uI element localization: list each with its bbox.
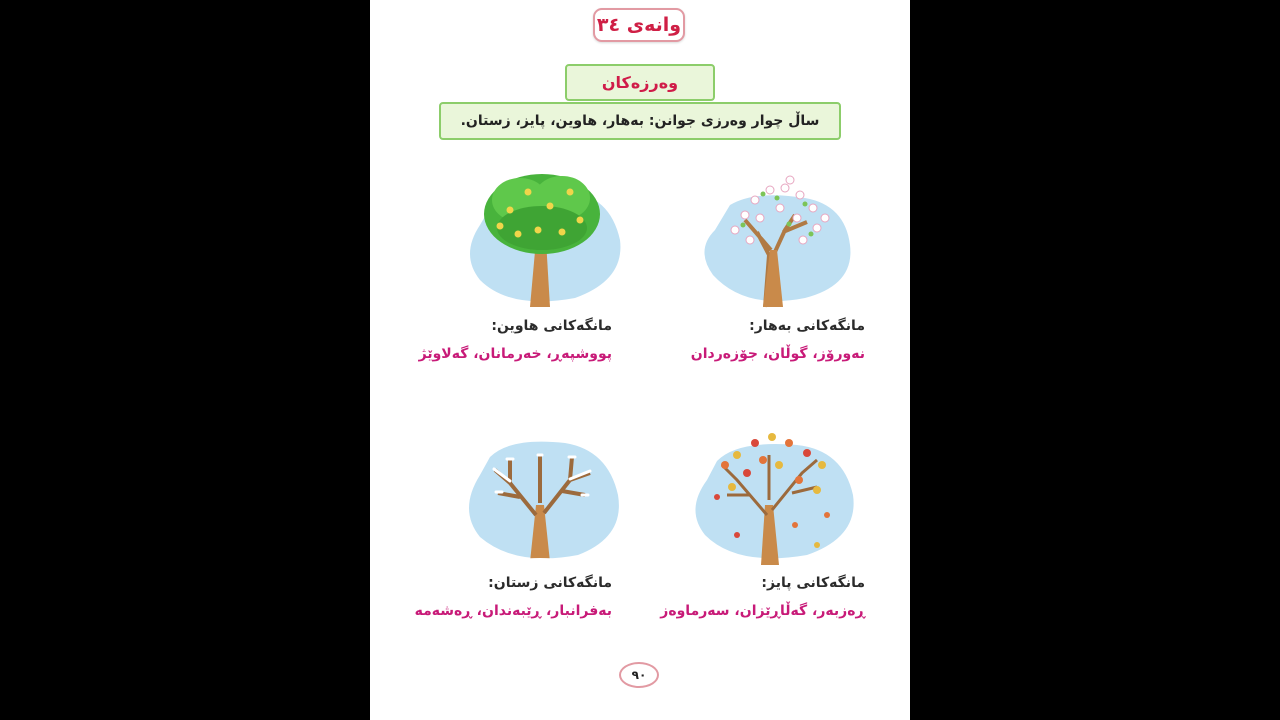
winter-label: مانگەکانی زستان: (488, 575, 612, 591)
summer-months: پووشپەڕ، خەرمانان، گەلاوێژ (418, 346, 612, 362)
autumn-months: ڕەزبەر، گەڵاڕێزان، سەرماوەز (660, 603, 865, 619)
section-title: وەرزەکان (565, 64, 715, 101)
green-tree-icon (450, 170, 630, 315)
autumn-label: مانگەکانی پایز: (761, 575, 865, 591)
season-summer (372, 170, 612, 370)
spring-months: نەورۆز، گوڵان، جۆزەردان (690, 346, 865, 362)
book-page (370, 0, 910, 720)
lesson-title: وانەی ٣٤ (593, 8, 685, 42)
page-number: ٩٠ (619, 662, 659, 688)
summer-label: مانگەکانی هاوین: (491, 318, 612, 334)
winter-months: بەفرانبار، ڕێبەندان، ڕەشەمە (414, 603, 612, 619)
snowy-tree-icon (450, 425, 630, 570)
spring-label: مانگەکانی بەهار: (749, 318, 865, 334)
season-spring (625, 170, 865, 370)
blossom-tree-icon (685, 170, 865, 315)
intro-text: ساڵ چوار وەرزی جوانن: بەهار، هاوین، پایز، زستان. (439, 102, 841, 140)
season-autumn (625, 425, 865, 625)
autumn-tree-icon (677, 425, 867, 570)
season-winter (372, 425, 612, 625)
